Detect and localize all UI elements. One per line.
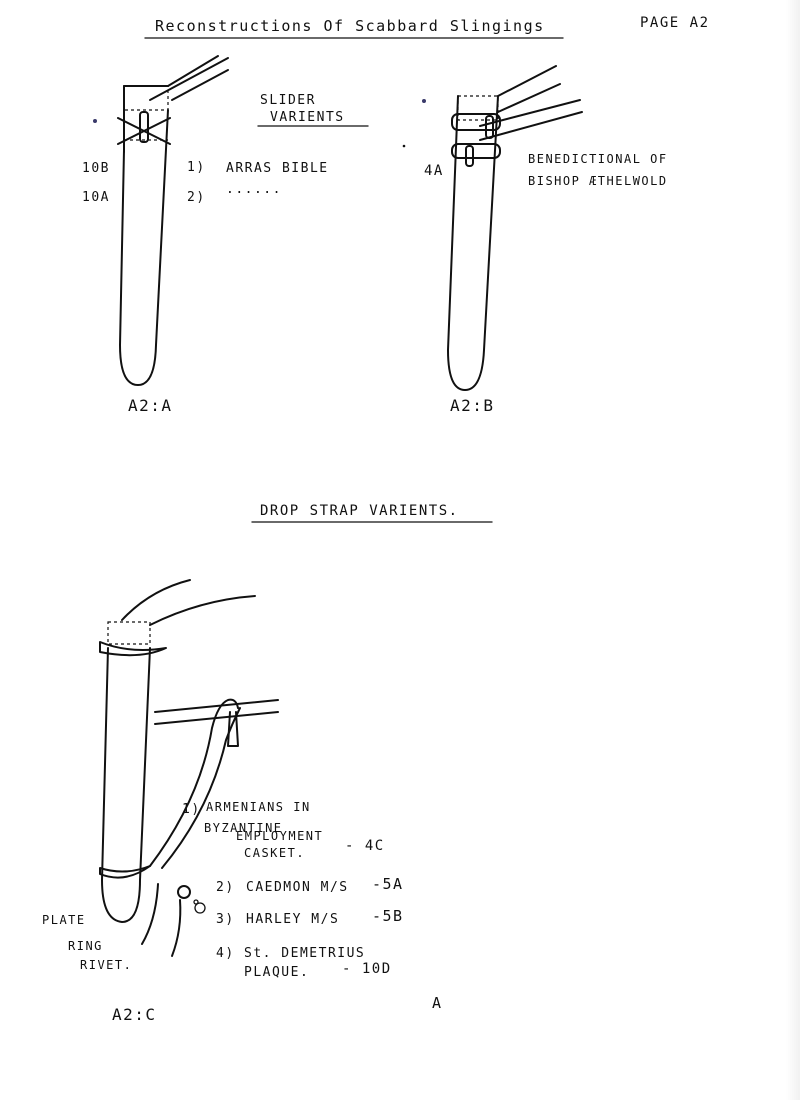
ink-speck	[93, 119, 97, 123]
drop-ref1-code: - 4C	[345, 838, 385, 854]
slider-heading-line1: SLIDER	[260, 93, 316, 108]
drop-ref4-line1: St. DEMETRIUS	[244, 946, 366, 961]
drop-ref3-num: 3)	[216, 912, 235, 927]
part-label-rivet: RIVET.	[80, 958, 133, 972]
drop-ref1-line3: EMPLOYMENT	[236, 829, 324, 843]
drop-ref1-line2: BYZANTINE	[204, 821, 283, 835]
drop-ref2-num: 2)	[216, 880, 235, 895]
drop-ref2-code: -5A	[372, 875, 404, 893]
fig-a-label-10a: 10A	[82, 190, 110, 205]
part-label-plate: PLATE	[42, 913, 86, 927]
drop-ref1-num: 1)	[182, 802, 201, 817]
drop-ref3-text: HARLEY M/S	[246, 912, 340, 927]
drop-caption: A2:C	[112, 1005, 157, 1024]
fig-a-caption: A2:A	[128, 396, 173, 415]
ink-speck	[422, 99, 426, 103]
page-label: PAGE A2	[640, 15, 710, 31]
drop-ref1-line1: ARMENIANS IN	[206, 800, 311, 814]
page-title: Reconstructions Of Scabbard Slingings	[155, 17, 545, 35]
scabbard-figure-b	[448, 66, 582, 390]
page-edge-shadow	[786, 0, 800, 1100]
fig-b-ref-line1: BENEDICTIONAL OF	[528, 152, 668, 166]
fig-a-ref1-num: 1)	[187, 160, 206, 175]
slider-heading-line2: VARIENTS	[270, 110, 345, 125]
drop-ref3-code: -5B	[372, 907, 404, 925]
scabbard-figure-c	[100, 580, 278, 956]
fig-b-ref-line2: BISHOP ÆTHELWOLD	[528, 174, 668, 188]
part-label-ring: RING	[68, 939, 103, 953]
drop-ref2-text: CAEDMON M/S	[246, 880, 349, 895]
fig-a-ref2-num: 2)	[187, 190, 206, 205]
drop-heading: DROP STRAP VARIENTS.	[260, 503, 459, 519]
fig-b-label-4a: 4A	[424, 163, 444, 179]
scabbard-figure-a	[118, 56, 228, 385]
drop-ref4-code: - 10D	[342, 961, 392, 977]
fig-a-label-10b: 10B	[82, 161, 110, 176]
drop-ref4-num: 4)	[216, 946, 235, 961]
fig-b-caption: A2:B	[450, 396, 495, 415]
ink-speck	[403, 145, 406, 148]
fig-a-ref1-text: ARRAS BIBLE	[226, 161, 329, 176]
fig-a-ref2-text: ......	[226, 182, 282, 197]
corner-mark: A	[432, 994, 443, 1012]
drop-ref4-line2: PLAQUE.	[244, 965, 310, 980]
drop-ref1-line4: CASKET.	[244, 846, 306, 860]
